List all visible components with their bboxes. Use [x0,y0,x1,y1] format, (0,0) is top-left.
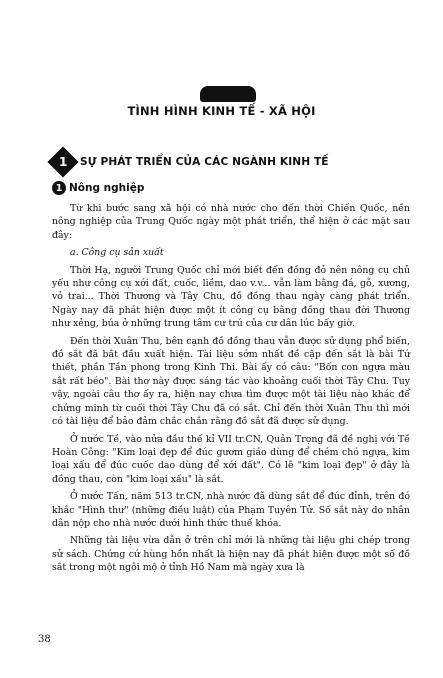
body-text [52,202,410,579]
chapter-ornament [200,86,256,102]
paragraph-1: Thời Hạ, người Trung Quốc chỉ mới biết đến đồng đỏ nên nông cụ chủ yếu như công cụ xới đất, cuốc, liềm, dao v.v... vẫn làm bằng đá, gỗ, xương, vỏ trai... Thời Thương và Tây Chu, đồ đồng thau ngày càng phát triển. Ngày nay đã phát hiện được một ít công cụ bằng đồng thau đời Thương như xẻng, búa ở những trung tâm cư trú của cư dân lúc bấy giờ. [52,264,410,330]
chapter-title: TÌNH HÌNH KINH TẾ - XÃ HỘI [127,104,316,118]
paragraph-3: Ở nước Tề, vào nửa đầu thế kỉ VII tr.CN, Quản Trọng đã đề nghị với Tề Hoàn Công: "Kim loại đẹp để đúc gươm giáo dùng để chém chó ngựa, kim loại xấu để đúc cuốc dao dùng để xới đất". Có lẽ "kim loại đẹp" ở đây là đồng thau, còn "kim loại xấu" là sắt. [52,433,410,485]
subsection-number: 1 [52,181,66,195]
minor-heading: a. Công cụ sản xuất [70,247,164,259]
page-number: 38 [38,634,51,645]
paragraph-5: Những tài liệu vừa dẫn ở trên chỉ mới là những tài liệu ghi chép trong sử sách. Chứng cứ hùng hồn nhất là hiện nay đã phát hiện được một số đồ sắt trong một ngôi mộ ở tỉnh Hồ Nam mà ngày xưa là [52,535,410,574]
section-number: 1 [58,154,68,169]
paragraph-2: Đến thời Xuân Thu, bên cạnh đồ đồng thau vẫn được sử dụng phổ biến, đồ sắt đã bắt đầu xuất hiện. Tài liệu sớm nhất đề cập đến sắt là bài Tứ thiết, phần Tần phong trong Kinh Thi. Bài ấy có câu: "Bốn con ngựa màu sắt rất béo". Bài thơ này được sáng tác vào khoảng cuối thời Tây Chu. Tuy vậy, ngoài câu thơ ấy ra, hiện nay chưa tìm được một tài liệu nào khác để chứng minh từ cuối thời Tây Chu đã có sắt. Chỉ đến thời Xuân Thu thì mới có tài liệu để bảo đảm chắc chắn rằng đồ sắt đã được sử dụng. [52,335,410,428]
paragraph-4: Ở nước Tấn, năm 513 tr.CN, nhà nước đã dùng sắt để đúc đỉnh, trên đó khắc "Hình thư" (những điều luật) của Phạm Tuyên Tử. Số sắt này do nhân dân nộp cho nhà nước dưới hình thức thuế khóa. [52,491,410,529]
section-number-badge [47,146,78,177]
subsection-title: Nông nghiệp [69,182,145,194]
section-title: SỰ PHÁT TRIỂN CỦA CÁC NGÀNH KINH TẾ [80,156,329,168]
paragraph-intro: Từ khi bước sang xã hội có nhà nước cho đến thời Chiến Quốc, nền nông nghiệp của Trung Quốc ngày một phát triển, thể hiện ở các mặt sau đây: [52,203,410,241]
subsection-heading [52,181,144,195]
section-heading [52,151,329,173]
